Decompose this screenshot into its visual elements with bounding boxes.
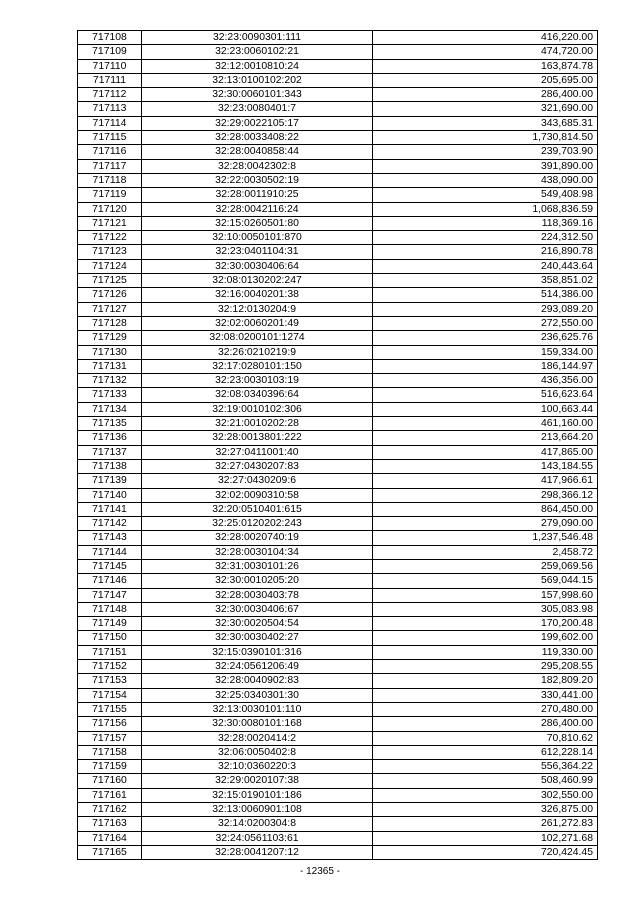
cadastral-number-cell: 32:10:0360220:3 xyxy=(142,760,373,774)
amount-cell: 298,366.12 xyxy=(373,488,598,502)
amount-cell: 864,450.00 xyxy=(373,502,598,516)
record-id-cell: 717127 xyxy=(78,302,142,316)
table-row xyxy=(78,602,598,616)
cadastral-number-cell: 32:28:0020414:2 xyxy=(142,731,373,745)
cadastral-number-cell: 32:30:0030406:67 xyxy=(142,602,373,616)
record-id-cell: 717136 xyxy=(78,431,142,445)
table-row xyxy=(78,417,598,431)
cadastral-number-cell: 32:26:0210219:9 xyxy=(142,345,373,359)
cadastral-number-cell: 32:23:0060102:21 xyxy=(142,45,373,59)
amount-cell: 508,460.99 xyxy=(373,774,598,788)
record-id-cell: 717147 xyxy=(78,588,142,602)
table-row xyxy=(78,731,598,745)
table-row xyxy=(78,817,598,831)
cadastral-number-cell: 32:23:0401104:31 xyxy=(142,245,373,259)
record-id-cell: 717123 xyxy=(78,245,142,259)
table-row xyxy=(78,388,598,402)
record-id-cell: 717138 xyxy=(78,459,142,473)
cadastral-number-cell: 32:28:0011910:25 xyxy=(142,188,373,202)
table-row xyxy=(78,73,598,87)
table-row xyxy=(78,545,598,559)
table-row xyxy=(78,402,598,416)
amount-cell: 1,730,814.50 xyxy=(373,131,598,145)
table-row xyxy=(78,374,598,388)
cadastral-number-cell: 32:27:0430209:6 xyxy=(142,474,373,488)
cadastral-number-cell: 32:15:0390101:316 xyxy=(142,645,373,659)
cadastral-number-cell: 32:29:0020107:38 xyxy=(142,774,373,788)
amount-cell: 436,356.00 xyxy=(373,374,598,388)
record-id-cell: 717132 xyxy=(78,374,142,388)
table-row xyxy=(78,188,598,202)
cadastral-number-cell: 32:21:0010202:28 xyxy=(142,417,373,431)
cadastral-number-cell: 32:13:0060901:108 xyxy=(142,803,373,817)
cadastral-number-cell: 32:20:0510401:615 xyxy=(142,502,373,516)
cadastral-number-cell: 32:06:0050402:8 xyxy=(142,745,373,759)
record-id-cell: 717109 xyxy=(78,45,142,59)
amount-cell: 143,184.55 xyxy=(373,459,598,473)
cadastral-number-cell: 32:30:0030402:27 xyxy=(142,631,373,645)
record-id-cell: 717154 xyxy=(78,688,142,702)
records-table xyxy=(77,30,598,860)
cadastral-number-cell: 32:28:0042116:24 xyxy=(142,202,373,216)
cadastral-number-cell: 32:28:0040858:44 xyxy=(142,145,373,159)
table-row xyxy=(78,302,598,316)
record-id-cell: 717146 xyxy=(78,574,142,588)
cadastral-number-cell: 32:28:0033408:22 xyxy=(142,131,373,145)
records-table-body xyxy=(78,31,598,860)
cadastral-number-cell: 32:28:0040902:83 xyxy=(142,674,373,688)
record-id-cell: 717150 xyxy=(78,631,142,645)
table-row xyxy=(78,231,598,245)
amount-cell: 416,220.00 xyxy=(373,31,598,45)
amount-cell: 205,695.00 xyxy=(373,73,598,87)
amount-cell: 612,228.14 xyxy=(373,745,598,759)
cadastral-number-cell: 32:28:0042302:8 xyxy=(142,159,373,173)
record-id-cell: 717135 xyxy=(78,417,142,431)
cadastral-number-cell: 32:30:0010205:20 xyxy=(142,574,373,588)
cadastral-number-cell: 32:24:0561103:61 xyxy=(142,831,373,845)
table-row xyxy=(78,559,598,573)
record-id-cell: 717141 xyxy=(78,502,142,516)
amount-cell: 186,144.97 xyxy=(373,359,598,373)
cadastral-number-cell: 32:22:0030502:19 xyxy=(142,173,373,187)
record-id-cell: 717148 xyxy=(78,602,142,616)
record-id-cell: 717124 xyxy=(78,259,142,273)
record-id-cell: 717121 xyxy=(78,216,142,230)
cadastral-number-cell: 32:25:0120202:243 xyxy=(142,517,373,531)
cadastral-number-cell: 32:17:0280101:150 xyxy=(142,359,373,373)
record-id-cell: 717145 xyxy=(78,559,142,573)
cadastral-number-cell: 32:24:0561206:49 xyxy=(142,660,373,674)
amount-cell: 321,690.00 xyxy=(373,102,598,116)
amount-cell: 720,424.45 xyxy=(373,845,598,859)
amount-cell: 224,312.50 xyxy=(373,231,598,245)
amount-cell: 236,625.76 xyxy=(373,331,598,345)
table-row xyxy=(78,359,598,373)
record-id-cell: 717129 xyxy=(78,331,142,345)
cadastral-number-cell: 32:28:0013801:222 xyxy=(142,431,373,445)
amount-cell: 305,083.98 xyxy=(373,602,598,616)
amount-cell: 330,441.00 xyxy=(373,688,598,702)
record-id-cell: 717122 xyxy=(78,231,142,245)
record-id-cell: 717155 xyxy=(78,702,142,716)
table-row xyxy=(78,274,598,288)
table-row xyxy=(78,316,598,330)
table-row xyxy=(78,259,598,273)
cadastral-number-cell: 32:30:0020504:54 xyxy=(142,617,373,631)
table-row xyxy=(78,660,598,674)
table-row xyxy=(78,245,598,259)
table-row xyxy=(78,831,598,845)
amount-cell: 461,160.00 xyxy=(373,417,598,431)
record-id-cell: 717137 xyxy=(78,445,142,459)
amount-cell: 516,623.64 xyxy=(373,388,598,402)
table-row xyxy=(78,688,598,702)
amount-cell: 417,865.00 xyxy=(373,445,598,459)
record-id-cell: 717114 xyxy=(78,116,142,130)
record-id-cell: 717152 xyxy=(78,660,142,674)
cadastral-number-cell: 32:31:0030101:26 xyxy=(142,559,373,573)
cadastral-number-cell: 32:30:0060101:343 xyxy=(142,88,373,102)
page-number: - 12365 - xyxy=(299,866,341,877)
table-row xyxy=(78,531,598,545)
table-row xyxy=(78,803,598,817)
table-row xyxy=(78,216,598,230)
table-row xyxy=(78,631,598,645)
cadastral-number-cell: 32:29:0022105:17 xyxy=(142,116,373,130)
record-id-cell: 717113 xyxy=(78,102,142,116)
record-id-cell: 717158 xyxy=(78,745,142,759)
amount-cell: 549,408.98 xyxy=(373,188,598,202)
cadastral-number-cell: 32:30:0080101:168 xyxy=(142,717,373,731)
amount-cell: 157,998.60 xyxy=(373,588,598,602)
cadastral-number-cell: 32:15:0190101:186 xyxy=(142,788,373,802)
record-id-cell: 717108 xyxy=(78,31,142,45)
record-id-cell: 717130 xyxy=(78,345,142,359)
record-id-cell: 717117 xyxy=(78,159,142,173)
record-id-cell: 717111 xyxy=(78,73,142,87)
record-id-cell: 717120 xyxy=(78,202,142,216)
record-id-cell: 717153 xyxy=(78,674,142,688)
table-row xyxy=(78,717,598,731)
table-row xyxy=(78,745,598,759)
table-row xyxy=(78,517,598,531)
table-row xyxy=(78,288,598,302)
table-row xyxy=(78,345,598,359)
amount-cell: 199,602.00 xyxy=(373,631,598,645)
table-row xyxy=(78,431,598,445)
table-row xyxy=(78,202,598,216)
record-id-cell: 717110 xyxy=(78,59,142,73)
amount-cell: 240,443.64 xyxy=(373,259,598,273)
amount-cell: 118,369.16 xyxy=(373,216,598,230)
record-id-cell: 717134 xyxy=(78,402,142,416)
table-row xyxy=(78,59,598,73)
table-row xyxy=(78,502,598,516)
cadastral-number-cell: 32:28:0020740:19 xyxy=(142,531,373,545)
record-id-cell: 717160 xyxy=(78,774,142,788)
amount-cell: 302,550.00 xyxy=(373,788,598,802)
record-id-cell: 717112 xyxy=(78,88,142,102)
record-id-cell: 717119 xyxy=(78,188,142,202)
table-row xyxy=(78,31,598,45)
table-row xyxy=(78,674,598,688)
table-row xyxy=(78,116,598,130)
record-id-cell: 717116 xyxy=(78,145,142,159)
cadastral-number-cell: 32:12:0010810:24 xyxy=(142,59,373,73)
cadastral-number-cell: 32:13:0030101:110 xyxy=(142,702,373,716)
table-row xyxy=(78,617,598,631)
table-row xyxy=(78,845,598,859)
record-id-cell: 717131 xyxy=(78,359,142,373)
table-row xyxy=(78,173,598,187)
amount-cell: 438,090.00 xyxy=(373,173,598,187)
record-id-cell: 717151 xyxy=(78,645,142,659)
amount-cell: 343,685.31 xyxy=(373,116,598,130)
record-id-cell: 717164 xyxy=(78,831,142,845)
record-id-cell: 717163 xyxy=(78,817,142,831)
record-id-cell: 717140 xyxy=(78,488,142,502)
record-id-cell: 717125 xyxy=(78,274,142,288)
amount-cell: 326,875.00 xyxy=(373,803,598,817)
cadastral-number-cell: 32:12:0130204:9 xyxy=(142,302,373,316)
amount-cell: 556,364.22 xyxy=(373,760,598,774)
table-row xyxy=(78,488,598,502)
amount-cell: 358,851.02 xyxy=(373,274,598,288)
table-row xyxy=(78,131,598,145)
cadastral-number-cell: 32:08:0340396:64 xyxy=(142,388,373,402)
cadastral-number-cell: 32:10:0050101:870 xyxy=(142,231,373,245)
cadastral-number-cell: 32:08:0130202:247 xyxy=(142,274,373,288)
amount-cell: 100,663.44 xyxy=(373,402,598,416)
amount-cell: 293,089.20 xyxy=(373,302,598,316)
cadastral-number-cell: 32:23:0090301:111 xyxy=(142,31,373,45)
table-row xyxy=(78,788,598,802)
cadastral-number-cell: 32:02:0090310:58 xyxy=(142,488,373,502)
table-row xyxy=(78,645,598,659)
table-row xyxy=(78,159,598,173)
table-row xyxy=(78,445,598,459)
cadastral-number-cell: 32:02:0060201:49 xyxy=(142,316,373,330)
cadastral-number-cell: 32:23:0030103:19 xyxy=(142,374,373,388)
table-row xyxy=(78,702,598,716)
cadastral-number-cell: 32:13:0100102:202 xyxy=(142,73,373,87)
cadastral-number-cell: 32:15:0260501:80 xyxy=(142,216,373,230)
cadastral-number-cell: 32:27:0411001:40 xyxy=(142,445,373,459)
cadastral-number-cell: 32:23:0080401:7 xyxy=(142,102,373,116)
amount-cell: 474,720.00 xyxy=(373,45,598,59)
record-id-cell: 717149 xyxy=(78,617,142,631)
record-id-cell: 717157 xyxy=(78,731,142,745)
amount-cell: 102,271.68 xyxy=(373,831,598,845)
table-row xyxy=(78,774,598,788)
table-row xyxy=(78,574,598,588)
record-id-cell: 717115 xyxy=(78,131,142,145)
cadastral-number-cell: 32:25:0340301:30 xyxy=(142,688,373,702)
table-row xyxy=(78,45,598,59)
table-row xyxy=(78,760,598,774)
amount-cell: 182,809.20 xyxy=(373,674,598,688)
amount-cell: 163,874.78 xyxy=(373,59,598,73)
amount-cell: 213,664.20 xyxy=(373,431,598,445)
record-id-cell: 717165 xyxy=(78,845,142,859)
amount-cell: 119,330.00 xyxy=(373,645,598,659)
record-id-cell: 717128 xyxy=(78,316,142,330)
table-row xyxy=(78,474,598,488)
amount-cell: 239,703.90 xyxy=(373,145,598,159)
amount-cell: 1,237,546.48 xyxy=(373,531,598,545)
table-row xyxy=(78,331,598,345)
table-row xyxy=(78,588,598,602)
amount-cell: 2,458.72 xyxy=(373,545,598,559)
amount-cell: 259,069.56 xyxy=(373,559,598,573)
record-id-cell: 717161 xyxy=(78,788,142,802)
amount-cell: 272,550.00 xyxy=(373,316,598,330)
record-id-cell: 717156 xyxy=(78,717,142,731)
cadastral-number-cell: 32:16:0040201:38 xyxy=(142,288,373,302)
cadastral-number-cell: 32:19:0010102:306 xyxy=(142,402,373,416)
amount-cell: 261,272.83 xyxy=(373,817,598,831)
amount-cell: 286,400.00 xyxy=(373,717,598,731)
amount-cell: 286,400.00 xyxy=(373,88,598,102)
record-id-cell: 717144 xyxy=(78,545,142,559)
table-row xyxy=(78,145,598,159)
table-row xyxy=(78,102,598,116)
cadastral-number-cell: 32:14:0200304:8 xyxy=(142,817,373,831)
table-row xyxy=(78,459,598,473)
amount-cell: 159,334.00 xyxy=(373,345,598,359)
record-id-cell: 717142 xyxy=(78,517,142,531)
amount-cell: 514,386.00 xyxy=(373,288,598,302)
record-id-cell: 717159 xyxy=(78,760,142,774)
amount-cell: 391,890.00 xyxy=(373,159,598,173)
record-id-cell: 717118 xyxy=(78,173,142,187)
amount-cell: 270,480.00 xyxy=(373,702,598,716)
record-id-cell: 717162 xyxy=(78,803,142,817)
cadastral-number-cell: 32:08:0200101:1274 xyxy=(142,331,373,345)
cadastral-number-cell: 32:28:0030104:34 xyxy=(142,545,373,559)
record-id-cell: 717133 xyxy=(78,388,142,402)
amount-cell: 279,090.00 xyxy=(373,517,598,531)
amount-cell: 295,208.55 xyxy=(373,660,598,674)
amount-cell: 70,810.62 xyxy=(373,731,598,745)
amount-cell: 216,890.78 xyxy=(373,245,598,259)
cadastral-number-cell: 32:28:0041207:12 xyxy=(142,845,373,859)
amount-cell: 170,200.48 xyxy=(373,617,598,631)
amount-cell: 569,044.15 xyxy=(373,574,598,588)
cadastral-number-cell: 32:27:0430207:83 xyxy=(142,459,373,473)
amount-cell: 1,068,836.59 xyxy=(373,202,598,216)
cadastral-number-cell: 32:30:0030406:64 xyxy=(142,259,373,273)
amount-cell: 417,966.61 xyxy=(373,474,598,488)
record-id-cell: 717126 xyxy=(78,288,142,302)
record-id-cell: 717143 xyxy=(78,531,142,545)
table-row xyxy=(78,88,598,102)
cadastral-number-cell: 32:28:0030403:78 xyxy=(142,588,373,602)
record-id-cell: 717139 xyxy=(78,474,142,488)
